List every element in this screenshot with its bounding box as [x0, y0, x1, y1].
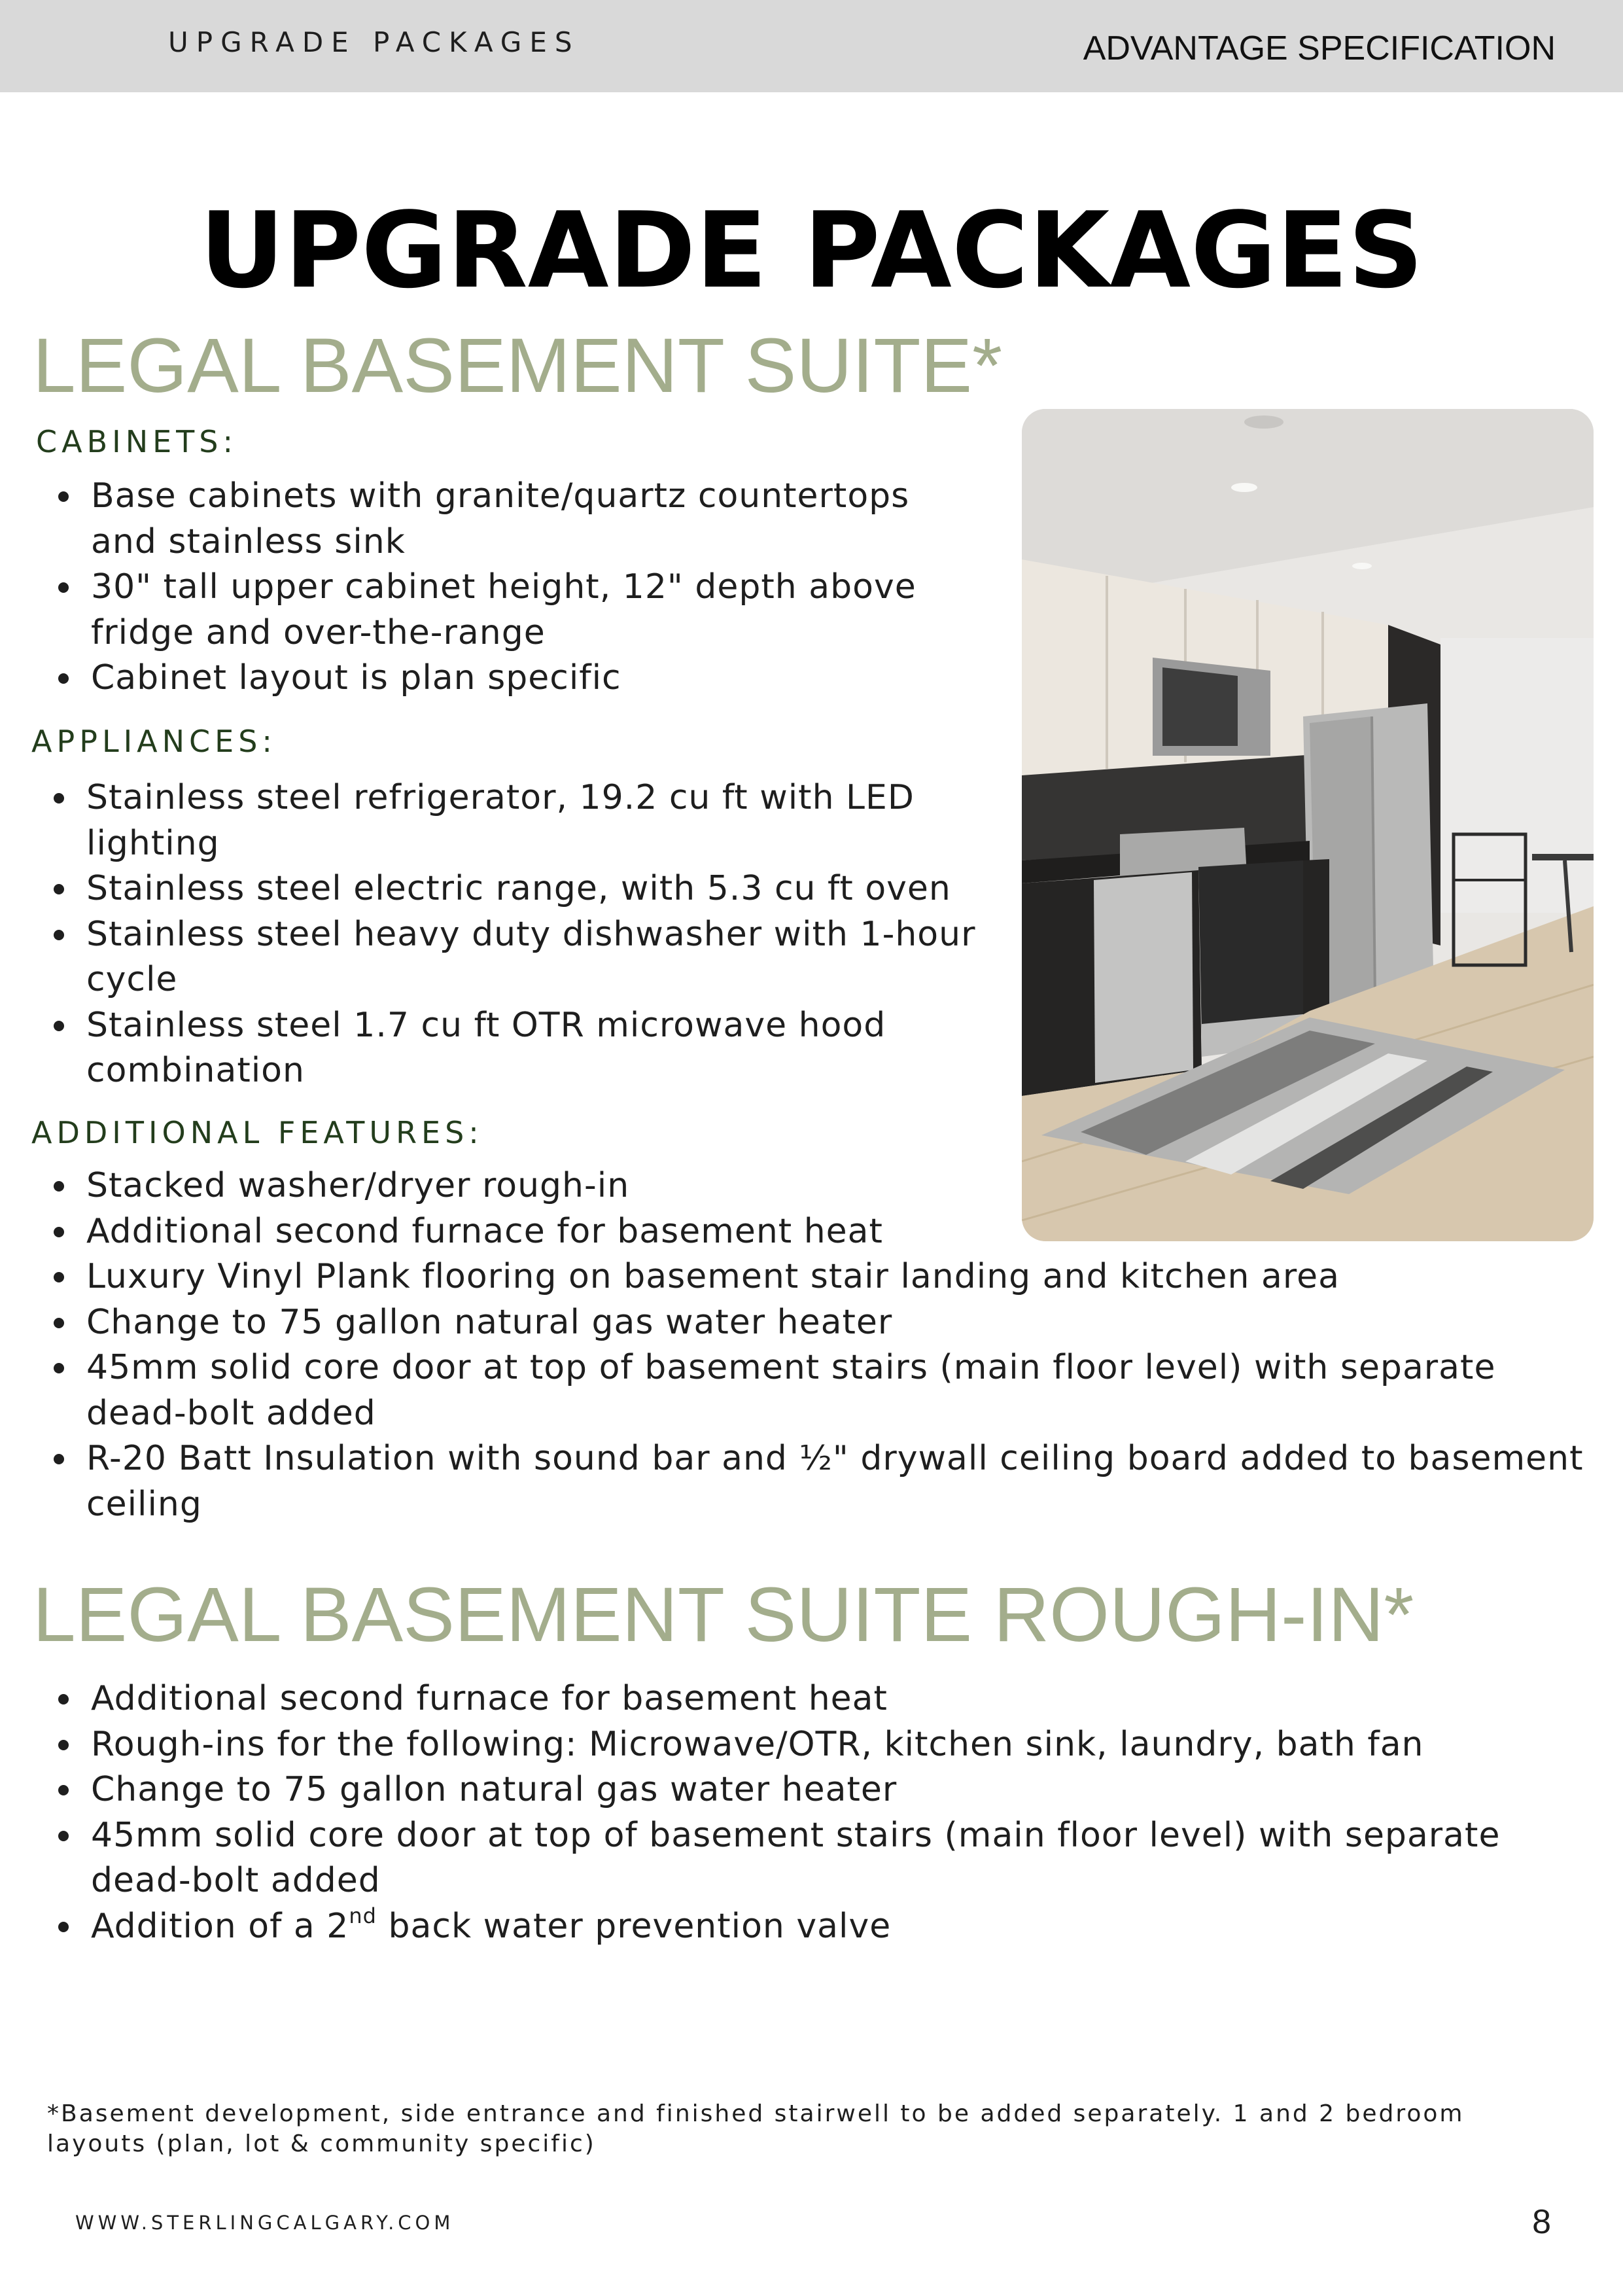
cabinets-heading: CABINETS:	[36, 424, 237, 459]
list-item: Change to 75 gallon natural gas water heater	[50, 1767, 1580, 1813]
bullet-dot	[58, 673, 69, 684]
bullet-dot	[54, 1363, 64, 1373]
bullet-dot	[54, 1021, 64, 1031]
superscript-ordinal: nd	[349, 1903, 377, 1928]
bullet-dot	[58, 582, 69, 593]
list-item: Luxury Vinyl Plank flooring on basement stair landing and kitchen area	[45, 1254, 1589, 1300]
bullet-dot	[54, 1318, 64, 1328]
list-item: 45mm solid core door at top of basement stairs (main floor level) with separate dead-bolt added	[45, 1345, 1589, 1436]
header-left-label: UPGRADE PACKAGES	[168, 26, 580, 58]
list-item: Cabinet layout is plan specific	[50, 656, 966, 701]
list-item: Base cabinets with granite/quartz countertops and stainless sink	[50, 474, 966, 565]
list-item: Change to 75 gallon natural gas water heater	[45, 1300, 1589, 1346]
additional-features-heading: ADDITIONAL FEATURES:	[31, 1115, 483, 1150]
bullet-dot	[54, 1181, 64, 1192]
bullet-dot	[58, 1694, 69, 1704]
list-item: Stainless steel 1.7 cu ft OTR microwave hood combination	[45, 1003, 994, 1094]
bullet-dot	[54, 884, 64, 894]
list-item: Addition of a 2nd back water prevention valve	[50, 1904, 1580, 1950]
kitchen-illustration	[1022, 409, 1594, 1241]
section-heading-rough-in: LEGAL BASEMENT SUITE ROUGH-IN*	[33, 1572, 1414, 1658]
list-item: Stainless steel refrigerator, 19.2 cu ft with LED lighting	[45, 775, 994, 866]
bullet-dot	[54, 930, 64, 940]
header-bar	[0, 0, 1623, 92]
bullet-dot	[58, 491, 69, 502]
bullet-dot	[54, 793, 64, 804]
bullet-dot	[54, 1272, 64, 1282]
footer-website: WWW.STERLINGCALGARY.COM	[75, 2212, 455, 2234]
list-item: 30" tall upper cabinet height, 12" depth above fridge and over-the-range	[50, 565, 966, 656]
cabinets-list	[50, 474, 966, 701]
page-title: UPGRADE PACKAGES	[200, 189, 1423, 311]
kitchen-photo	[1022, 409, 1594, 1241]
list-item: Stacked washer/dryer rough-in	[45, 1163, 1589, 1209]
rough-in-list	[50, 1676, 1580, 1949]
bullet-dot	[58, 1740, 69, 1750]
list-item: Stainless steel electric range, with 5.3 cu ft oven	[45, 866, 994, 912]
list-item: Additional second furnace for basement heat	[50, 1676, 1580, 1722]
header-right-label: ADVANTAGE SPECIFICATION	[1083, 29, 1556, 67]
bullet-dot	[58, 1922, 69, 1932]
list-item: Additional second furnace for basement heat	[45, 1209, 1589, 1255]
appliances-heading: APPLIANCES:	[31, 724, 277, 759]
bullet-dot	[54, 1454, 64, 1464]
footnote: *Basement development, side entrance and finished stairwell to be added separately. 1 and 2 bedroom layouts (plan, lot & community specific)	[47, 2100, 1465, 2157]
bullet-dot	[58, 1785, 69, 1795]
page-number: 8	[1532, 2203, 1551, 2241]
list-item: R-20 Batt Insulation with sound bar and ½" drywall ceiling board added to basement ceiling	[45, 1436, 1589, 1527]
list-item: Rough-ins for the following: Microwave/OTR, kitchen sink, laundry, bath fan	[50, 1722, 1580, 1768]
section-heading-legal-suite: LEGAL BASEMENT SUITE*	[33, 323, 1003, 409]
appliances-list	[45, 775, 994, 1094]
bullet-dot	[54, 1227, 64, 1237]
list-item: Stainless steel heavy duty dishwasher with 1-hour cycle	[45, 912, 994, 1003]
list-item: 45mm solid core door at top of basement stairs (main floor level) with separate dead-bolt added	[50, 1813, 1580, 1904]
bullet-dot	[58, 1831, 69, 1841]
